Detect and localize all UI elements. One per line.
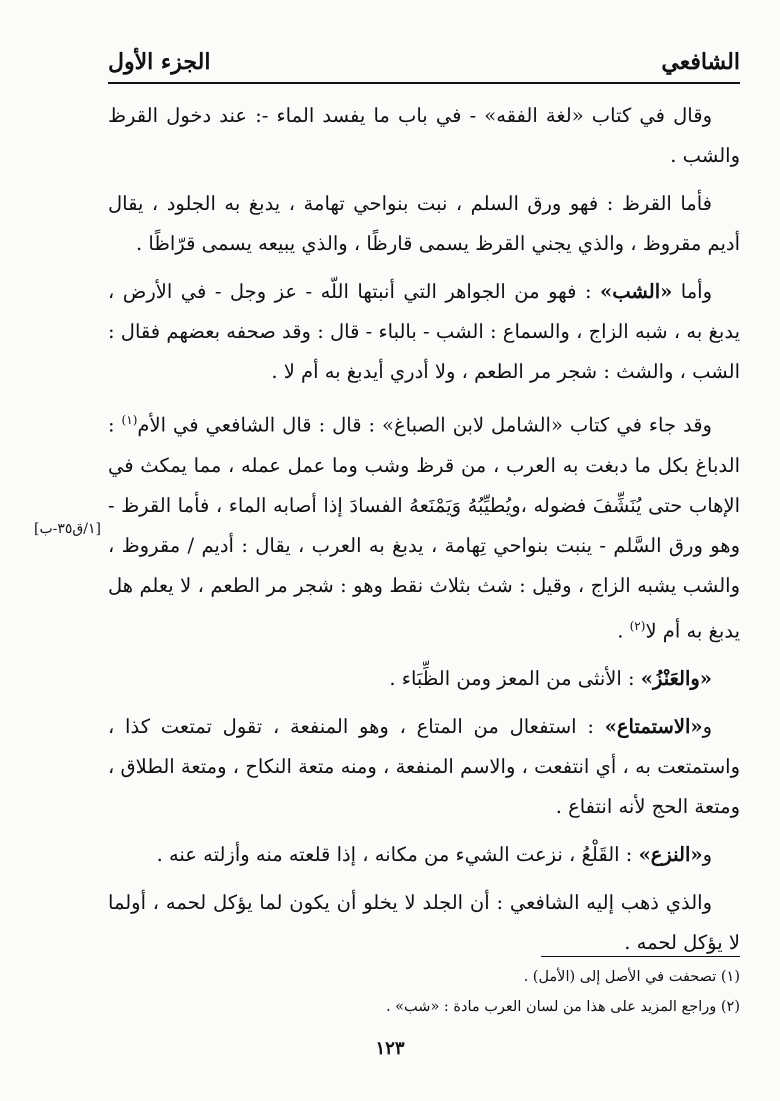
term-anz: «والعَنْزُ» [640,667,712,690]
paragraph-7-prefix: و [702,843,712,866]
manuscript-folio-note: [١/ق٣٥-ب] [34,521,102,537]
header-rule [108,82,740,84]
paragraph-7 [108,835,740,875]
main-text [108,96,740,971]
paragraph-7-text: : القَلْعُ ، نزعت الشيء من مكانه ، إذا قلعته منه وأزلته عنه . [156,843,639,866]
term-naz: «النزع» [638,843,703,866]
book-title: الشافعي [661,49,740,75]
paragraph-6 [108,707,740,827]
paragraph-6-prefix: و [702,715,712,738]
footnote-ref-1: (١) [121,413,138,427]
paragraph-4-text-a: وقد جاء في كتاب «الشامل لابن الصباغ» : قال : قال الشافعي في الأم [137,413,712,437]
footnote-1: (١) تصحفت في الأصل إلى (الأمل) . [523,969,740,985]
running-header [108,42,740,82]
footnote-rule [541,956,740,957]
paragraph-3-intro: وأما [672,280,713,303]
paragraph-5-text: : الأنثى من المعز ومن الظِّبَاء . [389,667,641,690]
page-number: ١٢٣ [375,1038,405,1059]
footnote-2: (٢) وراجع المزيد على هذا من لسان العرب مادة : «شب» . [385,999,740,1015]
paragraph-4-text-b: : الدباغ بكل ما دبغت به العرب ، من قرظ وشب وما عمل عمله ، مما يمكث في الإهاب حتى يُنَشِّفَ فضوله ،ويُطيِّبُهُ وَيَمْنَعهُ الفسادَ إذا أصابه الماء ، فأما القرظ - وهو ورق السَّلم - ينبت بنواحي تِهامة ، يدبغ به العرب ، يقال : أديم / مقروظ ، والشب يشبه الزاج ، وقيل : شث بثلاث نقط وهو : شجر مر الطعم ، لا يعلم هل يدبغ به أم لا [108,413,740,642]
paragraph-4 [108,400,740,651]
volume-title: الجزء الأول [108,49,211,75]
term-shabb: «الشب» [600,280,673,303]
term-istimta: «الاستمتاع» [604,715,703,738]
paragraph-3-text: : فهو من الجواهر التي أنبتها اللّه - عز وجل - في الأرض ، يدبغ به ، شبه الزاج ، والسماع : الشب - بالباء - قال : وقد صحفه بعضهم فقال : الشب ، والشث : شجر مر الطعم ، ولا أدري أيدبغ به أم لا . [108,280,740,383]
footnotes [108,962,740,1022]
paragraph-6-text: : استفعال من المتاع ، وهو المنفعة ، تقول تمتعت كذا ، واستمتعت به ، أي انتفعت ، والاسم المنفعة ، ومنه متعة النكاح ، ومتعة الطلاق ، ومتعة الحج لأنه انتفاع . [108,715,740,818]
paragraph-4-text-c: . [617,619,630,642]
paragraph-2: فأما القرظ : فهو ورق السلم ، نبت بنواحي تهامة ، يدبغ به الجلود ، يقال أديم مقروظ ، والذي يجني القرظ يسمى قارظًا ، والذي يبيعه يسمى قرّاظًا . [108,192,740,255]
paragraph-5 [108,659,740,699]
paragraph-1: وقال في كتاب «لغة الفقه» - في باب ما يفسد الماء -: عند دخول القرظ والشب . [108,104,740,167]
footnote-ref-2: (٢) [629,618,646,633]
paragraph-3 [108,272,740,392]
paragraph-8: والذي ذهب إليه الشافعي : أن الجلد لا يخلو أن يكون لما يؤكل لحمه ، أولما لا يؤكل لحمه . [108,891,740,954]
